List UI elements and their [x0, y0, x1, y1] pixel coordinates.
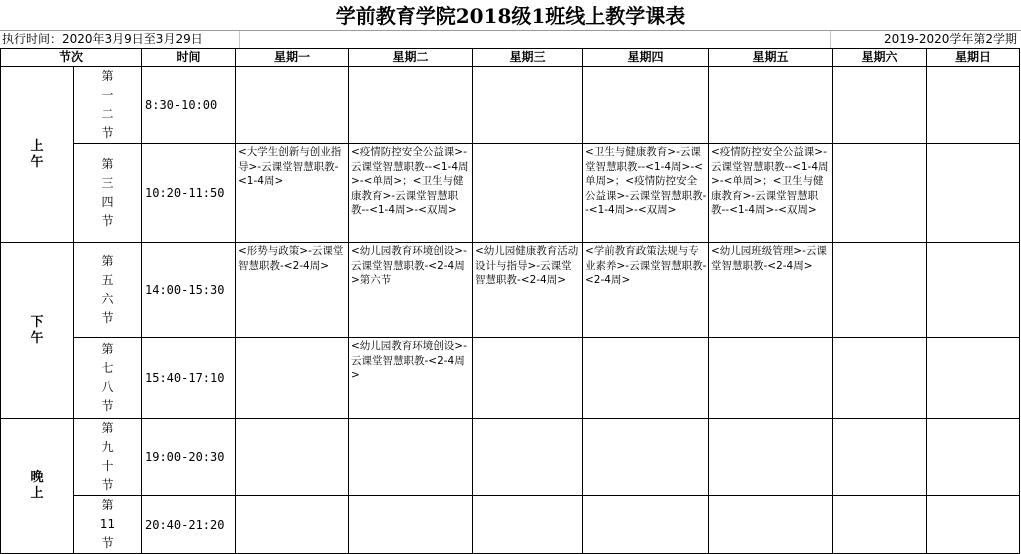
- course-cell[interactable]: [473, 419, 583, 496]
- course-cell[interactable]: [583, 338, 709, 419]
- section-label: 第 三 四 节: [101, 157, 114, 228]
- course-cell[interactable]: [927, 243, 1020, 338]
- course-cell[interactable]: <大学生创新与创业指导>-云课堂智慧职教-<1-4周>: [236, 144, 349, 243]
- course-cell[interactable]: <幼儿园健康教育活动设计与指导>-云课堂智慧职教-<2-4周>: [473, 243, 583, 338]
- course-cell[interactable]: [236, 67, 349, 144]
- course-cell[interactable]: [583, 67, 709, 144]
- section-cell: [74, 496, 142, 554]
- section-cell: [74, 67, 142, 144]
- course-cell[interactable]: [236, 496, 349, 554]
- period-evening: [1, 419, 74, 554]
- time-cell: 19:00-20:30: [142, 419, 236, 496]
- course-cell[interactable]: [927, 419, 1020, 496]
- course-cell[interactable]: [709, 338, 833, 419]
- header-jieci: 节次: [1, 49, 142, 67]
- course-cell[interactable]: [833, 496, 927, 554]
- course-cell[interactable]: [349, 496, 473, 554]
- section-label: 第 一 二 节: [101, 69, 114, 140]
- header-day-fri: 星期五: [709, 49, 833, 67]
- course-cell[interactable]: [927, 144, 1020, 243]
- course-cell[interactable]: <学前教育政策法规与专业素养>-云课堂智慧职教-<2-4周>: [583, 243, 709, 338]
- header-day-mon: 星期一: [236, 49, 349, 67]
- course-cell[interactable]: <形势与政策>-云课堂智慧职教-<2-4周>: [236, 243, 349, 338]
- academic-term: 2019-2020学年第2学期: [883, 32, 1017, 46]
- section-cell: [74, 144, 142, 243]
- course-cell[interactable]: <疫情防控安全公益课>-云课堂智慧职教--<1-4周>-<单周>；<卫生与健康教育>-云课堂智慧职教--<1-4周>-<双周>: [709, 144, 833, 243]
- course-cell[interactable]: <疫情防控安全公益课>-云课堂智慧职教--<1-4周>-<单周>；<卫生与健康教育>-云课堂智慧职教--<1-4周>-<双周>: [349, 144, 473, 243]
- page-title: 学前教育学院2018级1班线上教学课表: [335, 4, 686, 28]
- course-cell[interactable]: [927, 67, 1020, 144]
- section-cell: [74, 243, 142, 338]
- course-cell[interactable]: <幼儿园班级管理>-云课堂智慧职教-<2-4周>: [709, 243, 833, 338]
- section-label: 第 五 六 节: [101, 254, 114, 325]
- table-row: [1, 419, 1020, 496]
- section-cell: [74, 419, 142, 496]
- section-label: 第 11 节: [99, 498, 116, 550]
- time-cell: 10:20-11:50: [142, 144, 236, 243]
- course-cell[interactable]: [833, 67, 927, 144]
- course-cell[interactable]: [927, 496, 1020, 554]
- header-day-thu: 星期四: [583, 49, 709, 67]
- section-label: 第 九 十 节: [101, 421, 114, 492]
- period-label: 下 午: [30, 314, 44, 346]
- course-cell[interactable]: [709, 419, 833, 496]
- time-cell: 8:30-10:00: [142, 67, 236, 144]
- section-label: 第 七 八 节: [101, 342, 114, 413]
- course-cell[interactable]: [583, 496, 709, 554]
- table-row: [1, 243, 1020, 338]
- table-row: [1, 144, 1020, 243]
- period-label: 晚 上: [30, 470, 44, 501]
- table-row: [1, 338, 1020, 419]
- header-day-tue: 星期二: [349, 49, 473, 67]
- course-cell[interactable]: [473, 338, 583, 419]
- schedule-table: [0, 48, 1020, 554]
- course-cell[interactable]: [473, 496, 583, 554]
- time-cell: 20:40-21:20: [142, 496, 236, 554]
- course-cell[interactable]: [927, 338, 1020, 419]
- execution-period: 执行时间：2020年3月9日至3月29日: [2, 32, 203, 46]
- header-time: 时间: [142, 49, 236, 67]
- course-cell[interactable]: [833, 338, 927, 419]
- header-day-sun: 星期日: [927, 49, 1020, 67]
- course-cell[interactable]: [236, 419, 349, 496]
- course-cell[interactable]: [473, 67, 583, 144]
- time-cell: 14:00-15:30: [142, 243, 236, 338]
- course-cell[interactable]: [236, 338, 349, 419]
- header-row: [1, 49, 1020, 67]
- time-cell: 15:40-17:10: [142, 338, 236, 419]
- table-row: [1, 67, 1020, 144]
- course-cell[interactable]: [583, 419, 709, 496]
- gridline: [239, 31, 240, 48]
- period-afternoon: [1, 243, 74, 419]
- course-cell[interactable]: [709, 496, 833, 554]
- section-cell: [74, 338, 142, 419]
- header-day-sat: 星期六: [833, 49, 927, 67]
- period-morning: [1, 67, 74, 243]
- course-cell[interactable]: [349, 419, 473, 496]
- course-cell[interactable]: <幼儿园教育环境创设>-云课堂智慧职教-<2-4周>: [349, 338, 473, 419]
- gridline: [830, 31, 831, 48]
- table-row: [1, 496, 1020, 554]
- course-cell[interactable]: <幼儿园教育环境创设>-云课堂智慧职教-<2-4周>第六节: [349, 243, 473, 338]
- course-cell[interactable]: [833, 419, 927, 496]
- header-day-wed: 星期三: [473, 49, 583, 67]
- course-cell[interactable]: [833, 144, 927, 243]
- course-cell[interactable]: [349, 67, 473, 144]
- course-cell[interactable]: [709, 67, 833, 144]
- period-label: 上 午: [30, 138, 44, 170]
- course-cell[interactable]: [473, 144, 583, 243]
- course-cell[interactable]: [833, 243, 927, 338]
- course-cell[interactable]: <卫生与健康教育>-云课堂智慧职教--<1-4周>-<单周>；<疫情防控安全公益课>-云课堂智慧职教--<1-4周>-<双周>: [583, 144, 709, 243]
